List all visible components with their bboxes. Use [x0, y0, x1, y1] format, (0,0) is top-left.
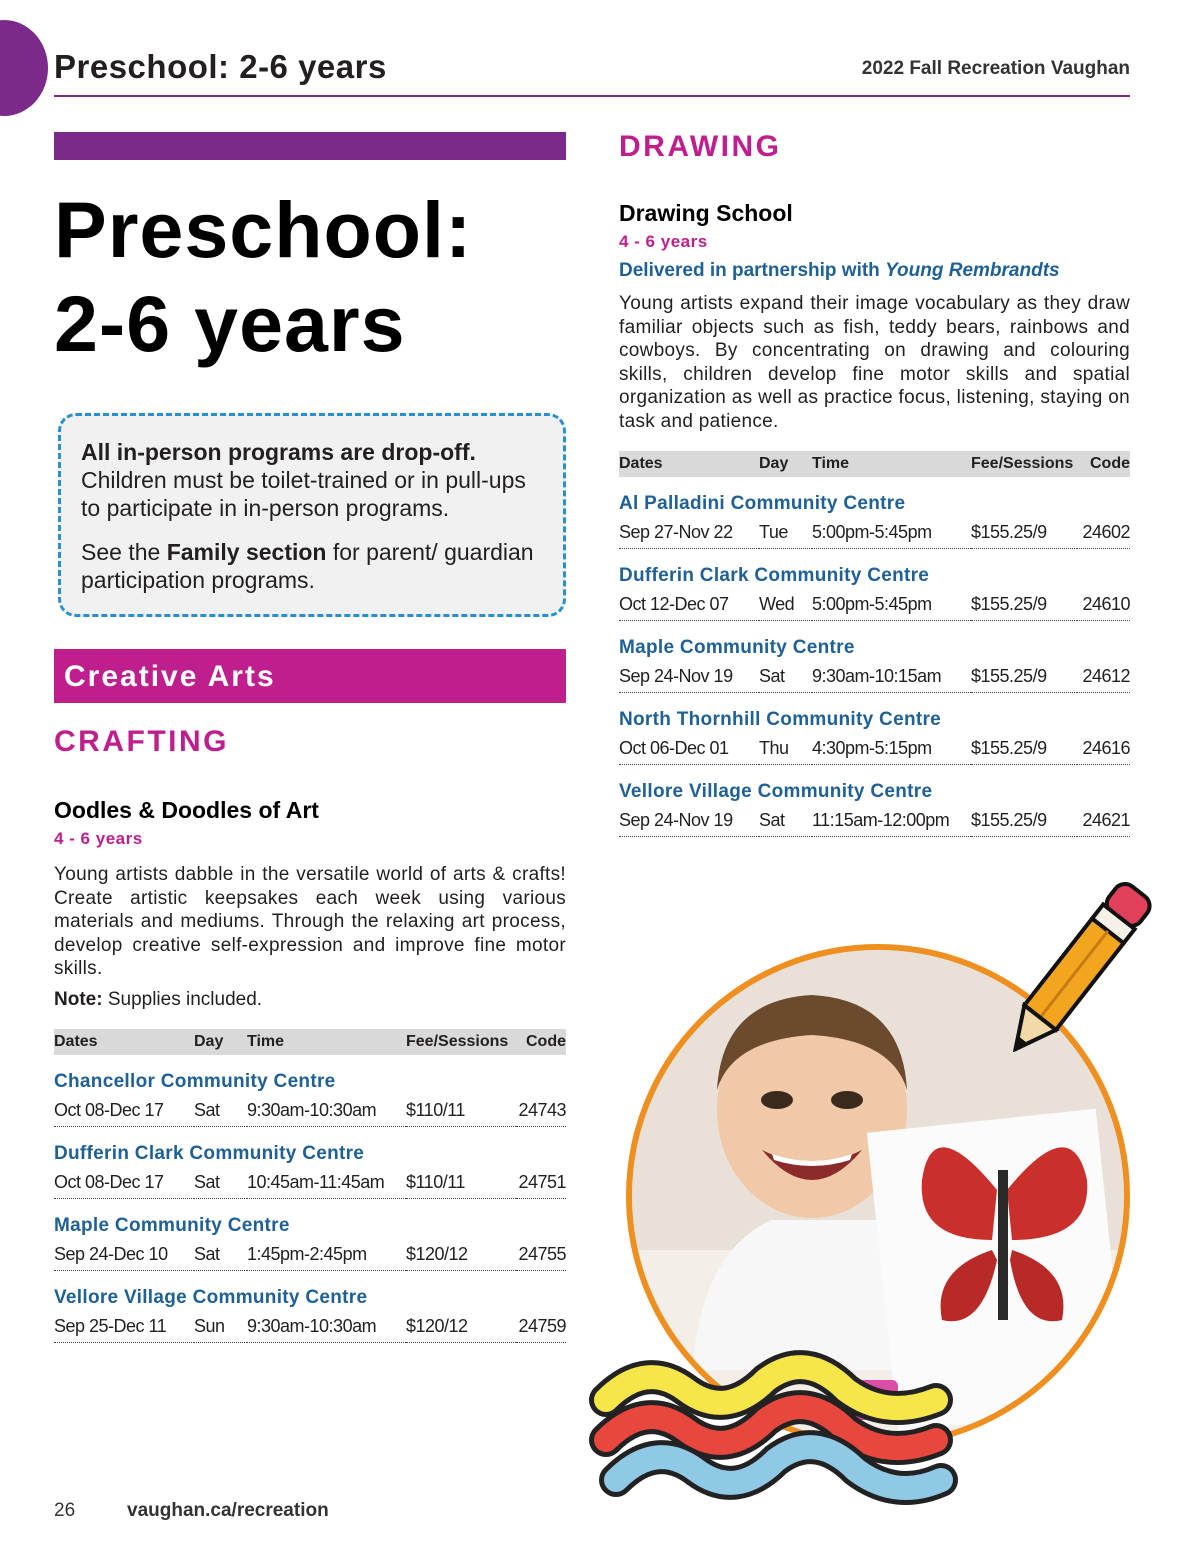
session-day: Sat: [759, 663, 812, 693]
session-code: 24755: [516, 1241, 566, 1271]
session-fee: $120/12: [406, 1313, 516, 1343]
drop-off-lead: All in-person programs are drop-off.: [81, 439, 476, 465]
crafting-heading: CRAFTING: [54, 725, 229, 758]
crafting-note-text: Supplies included.: [102, 988, 263, 1010]
table-row: [54, 1169, 566, 1199]
session-fee: $155.25/9: [971, 519, 1077, 549]
table-header-row: [619, 451, 1130, 477]
drawing-schedule-table: [619, 451, 1130, 837]
session-fee: $120/12: [406, 1241, 516, 1271]
session-day: Sat: [759, 807, 812, 837]
title-accent-bar: [54, 132, 566, 160]
paint-squiggle-decoration: [586, 1340, 966, 1520]
drop-off-notice-box: [58, 413, 566, 617]
col-header-code: Code: [516, 1029, 566, 1055]
crafting-program-title: Oodles & Doodles of Art: [54, 797, 319, 823]
drawing-program-title: Drawing School: [619, 200, 793, 226]
session-time: 5:00pm-5:45pm: [812, 591, 971, 621]
drop-off-text: Children must be toilet-trained or in pull-ups to participate in in-person programs.: [81, 467, 526, 521]
session-fee: $155.25/9: [971, 663, 1077, 693]
footer-url-link[interactable]: vaughan.ca/recreation: [127, 1500, 329, 1521]
session-dates: Sep 24-Nov 19: [619, 807, 759, 837]
table-row: [619, 663, 1130, 693]
page-number: 26: [54, 1500, 76, 1521]
session-code: 24743: [516, 1097, 566, 1127]
publication-title: 2022 Fall Recreation Vaughan: [861, 58, 1130, 79]
location-name: Maple Community Centre: [54, 1214, 290, 1236]
crafting-note: [54, 989, 566, 1011]
session-day: Tue: [759, 519, 812, 549]
session-dates: Sep 24-Nov 19: [619, 663, 759, 693]
col-header-day: Day: [194, 1029, 247, 1055]
session-code: 24616: [1077, 735, 1130, 765]
session-code: 24751: [516, 1169, 566, 1199]
col-header-time: Time: [812, 451, 971, 477]
session-day: Sat: [194, 1241, 247, 1271]
session-dates: Sep 25-Dec 11: [54, 1313, 194, 1343]
right-column: [619, 130, 1130, 837]
session-dates: Oct 08-Dec 17: [54, 1169, 194, 1199]
section-tab-marker: [0, 20, 48, 116]
crafting-schedule-table: [54, 1029, 566, 1343]
family-note-post: for parent/ guardian participation programs.: [81, 539, 534, 593]
session-dates: Oct 12-Dec 07: [619, 591, 759, 621]
col-header-time: Time: [247, 1029, 406, 1055]
session-code: 24612: [1077, 663, 1130, 693]
location-name: Vellore Village Community Centre: [54, 1286, 368, 1308]
session-day: Thu: [759, 735, 812, 765]
session-day: Wed: [759, 591, 812, 621]
drawing-age-range: 4 - 6 years: [619, 232, 708, 251]
drop-off-notice: [81, 438, 543, 522]
location-name: Dufferin Clark Community Centre: [619, 565, 930, 586]
col-header-dates: Dates: [619, 451, 759, 477]
table-row: [619, 591, 1130, 621]
session-time: 1:45pm-2:45pm: [247, 1241, 406, 1271]
session-time: 9:30am-10:30am: [247, 1097, 406, 1127]
session-day: Sat: [194, 1097, 247, 1127]
location-name: North Thornhill Community Centre: [619, 709, 942, 730]
table-row: [619, 807, 1130, 837]
location-name: Chancellor Community Centre: [54, 1070, 336, 1092]
header-divider: [54, 95, 1130, 97]
session-day: Sat: [194, 1169, 247, 1199]
session-code: 24759: [516, 1313, 566, 1343]
page-title-line-2: 2-6 years: [54, 279, 406, 368]
session-time: 4:30pm-5:15pm: [812, 735, 971, 765]
session-fee: $110/11: [406, 1097, 516, 1127]
crafting-description: Young artists dabble in the versatile world of arts & crafts! Create artistic keepsakes each week using various materials and mediums. Through the relaxing art process, develop creative self-expression and improve fine motor skills.: [54, 864, 566, 979]
partner-credit-pre: Delivered in partnership with: [619, 260, 886, 281]
partner-credit: [619, 260, 1130, 282]
session-time: 11:15am-12:00pm: [812, 807, 971, 837]
family-note-pre: See the: [81, 539, 167, 565]
session-fee: $155.25/9: [971, 807, 1077, 837]
session-fee: $155.25/9: [971, 735, 1077, 765]
col-header-fee: Fee/Sessions: [406, 1029, 516, 1055]
table-row: [54, 1241, 566, 1271]
location-name: Maple Community Centre: [619, 637, 855, 658]
pencil-icon: [990, 876, 1174, 1052]
session-dates: Sep 24-Dec 10: [54, 1241, 194, 1271]
drawing-heading: DRAWING: [619, 130, 782, 163]
drawing-description: Young artists expand their image vocabulary as they draw familiar objects such as fish, teddy bears, rainbows and cowboys. By concentrating on drawing and colouring skills, children develop fine motor skills and spatial organization as well as practice focus, listening, staying on task and patience.: [619, 293, 1130, 432]
session-code: 24602: [1077, 519, 1130, 549]
crafting-note-label: Note:: [54, 988, 103, 1010]
left-column: [54, 132, 566, 1343]
family-section-note: [81, 538, 543, 594]
creative-arts-banner: Creative Arts: [54, 649, 566, 703]
table-row: [54, 1097, 566, 1127]
session-time: 9:30am-10:15am: [812, 663, 971, 693]
partner-name: Young Rembrandts: [885, 260, 1060, 281]
session-time: 9:30am-10:30am: [247, 1313, 406, 1343]
table-row: [619, 735, 1130, 765]
table-header-row: [54, 1029, 566, 1055]
family-section-link[interactable]: Family section: [166, 539, 327, 565]
col-header-day: Day: [759, 451, 812, 477]
session-code: 24610: [1077, 591, 1130, 621]
col-header-dates: Dates: [54, 1029, 194, 1055]
location-name: Dufferin Clark Community Centre: [54, 1142, 365, 1164]
session-time: 10:45am-11:45am: [247, 1169, 406, 1199]
page-title: [54, 183, 566, 371]
location-name: Al Palladini Community Centre: [619, 493, 906, 514]
table-row: [619, 519, 1130, 549]
running-header-title: Preschool: 2-6 years: [54, 48, 387, 85]
table-row: [54, 1313, 566, 1343]
crafting-age-range: 4 - 6 years: [54, 829, 143, 848]
session-dates: Oct 06-Dec 01: [619, 735, 759, 765]
col-header-fee: Fee/Sessions: [971, 451, 1077, 477]
session-dates: Oct 08-Dec 17: [54, 1097, 194, 1127]
page-title-line-1: Preschool:: [54, 185, 473, 274]
col-header-code: Code: [1077, 451, 1130, 477]
session-time: 5:00pm-5:45pm: [812, 519, 971, 549]
session-code: 24621: [1077, 807, 1130, 837]
location-name: Vellore Village Community Centre: [619, 781, 933, 802]
session-day: Sun: [194, 1313, 247, 1343]
session-dates: Sep 27-Nov 22: [619, 519, 759, 549]
session-fee: $110/11: [406, 1169, 516, 1199]
session-fee: $155.25/9: [971, 591, 1077, 621]
